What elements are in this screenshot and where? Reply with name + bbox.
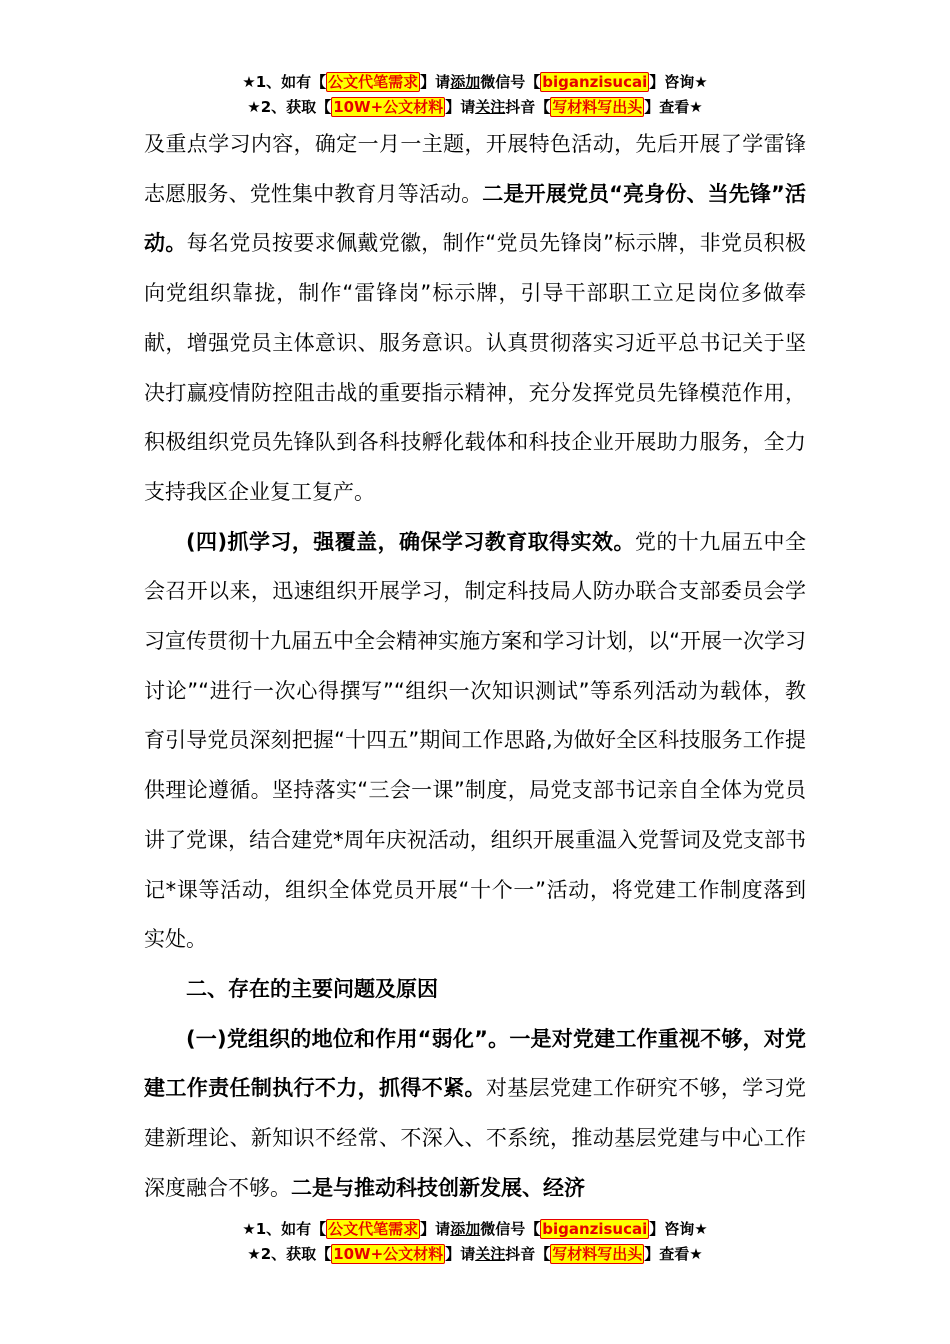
- paragraph-text: 每名党员按要求佩戴党徽，制作“党员先锋岗”标示牌，非党员积极向党组织靠拢，制作“雷锋岗”标示牌，引导干部职工立足岗位多做奉献，增强党员主体意识、服务意识。认真贯彻落实习近平总书记关于坚决打赢疫情防控阻击战的重要指示精神，充分发挥党员先锋模范作用，积极组织党员先锋队到各科技孵化载体和科技企业开展助力服务，全力支持我区企业复工复产。: [144, 231, 807, 504]
- banner-underline-follow: 关注: [475, 1245, 506, 1263]
- section-heading: [144, 965, 806, 1015]
- banner-highlight-wechat: biganzisucai: [542, 1220, 648, 1238]
- paragraph-text: 对基层党建工作研究不够，学习党建新理论、新知识不经常、不深入、不系统，推动基层党建与中心工作深度融合不够。: [144, 1076, 807, 1200]
- banner-text: 微信号【: [480, 1220, 541, 1238]
- banner-text: ★2、获取【: [247, 1245, 332, 1263]
- banner-text: ★2、获取【: [247, 98, 332, 116]
- banner-text: 微信号【: [480, 73, 541, 91]
- banner-highlight-materials: 10W+公文材料: [333, 98, 444, 116]
- paragraph-bold: (一)党组织的地位和作用“弱化”。一是对党建工作重视不够，对党建工作责任制执行不力，抓得不紧。: [144, 1026, 806, 1101]
- banner-text: 抖音【: [505, 1245, 551, 1263]
- banner-text: 】请: [445, 1245, 476, 1263]
- paragraph-3: [144, 1015, 806, 1214]
- banner-highlight-douyin: 写材料写出头: [552, 1245, 643, 1263]
- banner-line-1: [0, 1217, 950, 1242]
- document-body: [144, 120, 806, 1213]
- header-banner: [0, 70, 950, 120]
- banner-text: 】请: [420, 73, 451, 91]
- banner-text: 】查看★: [644, 1245, 703, 1263]
- banner-text: 】查看★: [644, 98, 703, 116]
- paragraph-bold: 二是与推动科技创新发展、经济: [291, 1175, 585, 1200]
- banner-text: ★1、如有【: [242, 73, 327, 91]
- paragraph-2: [144, 518, 806, 965]
- banner-underline-add: 添加: [450, 73, 481, 91]
- paragraph-bold: 二是开展党员“亮身份、当先锋”活动。: [144, 181, 806, 256]
- banner-highlight-douyin: 写材料写出头: [552, 98, 643, 116]
- banner-text: 】咨询★: [649, 73, 708, 91]
- banner-highlight-service: 公文代笔需求: [328, 73, 419, 91]
- banner-highlight-service: 公文代笔需求: [328, 1220, 419, 1238]
- banner-highlight-materials: 10W+公文材料: [333, 1245, 444, 1263]
- banner-highlight-wechat: biganzisucai: [542, 73, 648, 91]
- banner-text: 】请: [445, 98, 476, 116]
- banner-text: 】请: [420, 1220, 451, 1238]
- paragraph-bold: (四)抓学习，强覆盖，确保学习教育取得实效。: [186, 529, 635, 554]
- banner-line-2: [0, 95, 950, 120]
- banner-underline-add: 添加: [450, 1220, 481, 1238]
- banner-underline-follow: 关注: [475, 98, 506, 116]
- banner-text: 】咨询★: [649, 1220, 708, 1238]
- banner-text: ★1、如有【: [242, 1220, 327, 1238]
- footer-banner: [0, 1217, 950, 1267]
- paragraph-1: [144, 120, 806, 518]
- heading-text: 二、存在的主要问题及原因: [186, 976, 438, 1001]
- banner-line-1: [0, 70, 950, 95]
- banner-line-2: [0, 1242, 950, 1267]
- paragraph-text: 党的十九届五中全会召开以来，迅速组织开展学习，制定科技局人防办联合支部委员会学习宣传贯彻十九届五中全会精神实施方案和学习计划，以“开展一次学习讨论”“进行一次心得撰写”“组织一次知识测试”等系列活动为载体，教育引导党员深刻把握“十四五”期间工作思路,为做好全区科技服务工作提供理论遵循。坚持落实“三会一课”制度，局党支部书记亲自全体为党员讲了党课，结合建党*周年庆祝活动，组织开展重温入党誓词及党支部书记*课等活动，组织全体党员开展“十个一”活动，将党建工作制度落到实处。: [144, 529, 806, 952]
- banner-text: 抖音【: [505, 98, 551, 116]
- paragraph-text: 及重点学习内容，确定一月一主题，开展特色活动，先后开展了学雷锋志愿服务、党性集中教育月等活动。: [144, 132, 806, 206]
